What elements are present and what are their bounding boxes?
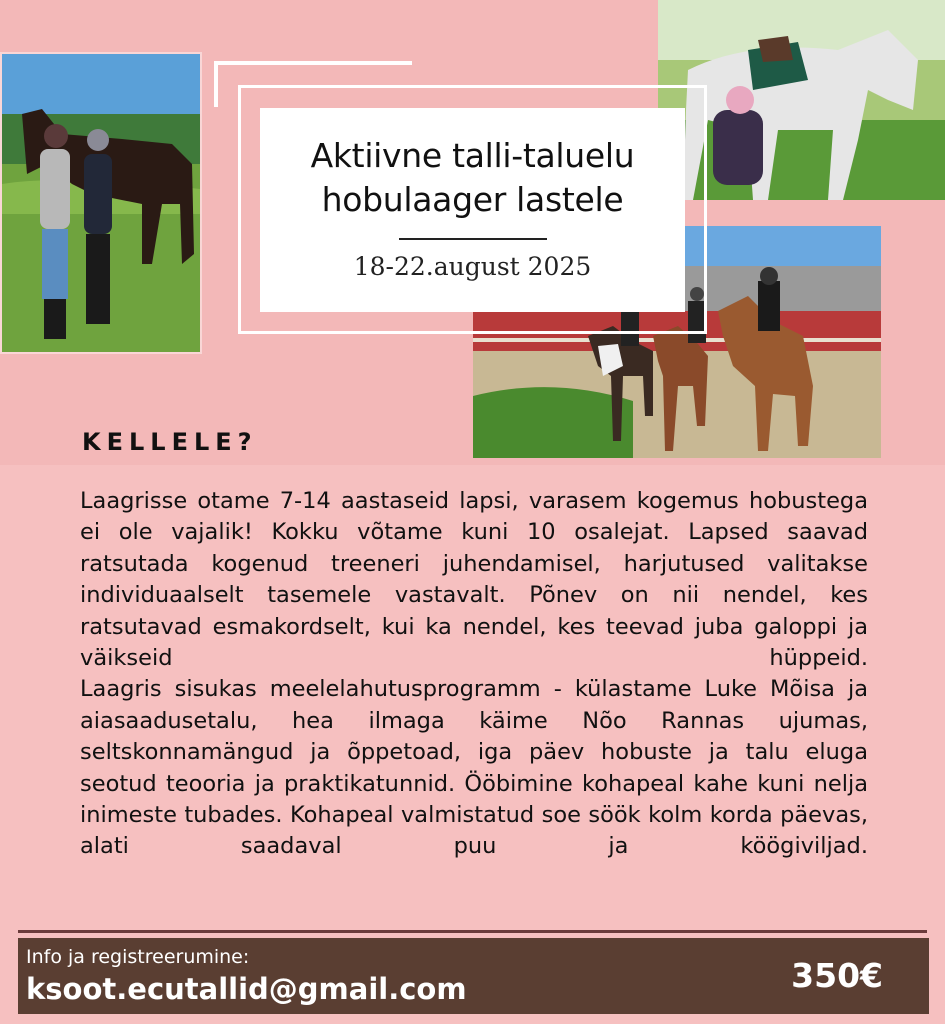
footer-label: Info ja registreerumine: [26,946,250,968]
section-heading: KELLELE? [82,428,258,456]
body-text [80,486,868,863]
photo-girls-with-horse [0,52,202,354]
photo-white-horse-child [658,0,945,200]
page-title [260,134,685,222]
paragraph-program: Laagris sisukas meelelahutusprogramm - külastame Luke Mõisa ja aiasaadusetalu, hea ilmaga käime Nõo Rannas ujumas, seltskonnamängud ja õppetoad, iga päev hobuste ja talu eluga seotud teooria ja praktikatunnid. Ööbimine kohapeal kahe kuni nelja inimeste tubades. Kohapeal valmistatud soe söök kolm korda päevas, alati saadaval puu ja köögiviljad. [80,676,868,860]
title-line-2: hobulaager lastele [321,180,624,219]
price-tag: 350€ [791,956,883,995]
title-divider [399,238,547,240]
frame-line-top [238,85,707,88]
title-line-1: Aktiivne talli-taluelu [310,136,635,175]
frame-line-left [238,85,241,334]
contact-email[interactable]: ksoot.ecutallid@gmail.com [26,972,467,1006]
event-date: 18-22.august 2025 [353,252,592,281]
frame-line-top-short [214,61,412,65]
frame-line-left-short [214,61,218,107]
frame-line-bottom [238,331,707,334]
footer-divider [18,930,927,933]
paragraph-who: Laagrisse otame 7-14 aastaseid lapsi, varasem kogemus hobustega ei ole vajalik! Kokku võtame kuni 10 osalejat. Lapsed saavad ratsutada kogenud treeneri juhendamisel, harjutused valitakse individuaalselt tasemele vastavalt. Põnev on nii nendel, kes ratsutavad esmakordselt, kui ka nendel, kes teevad juba galoppi ja väikseid hüppeid. [80,488,868,672]
footer-bar [18,938,929,1014]
frame-line-right [704,85,707,334]
title-box [260,108,685,312]
